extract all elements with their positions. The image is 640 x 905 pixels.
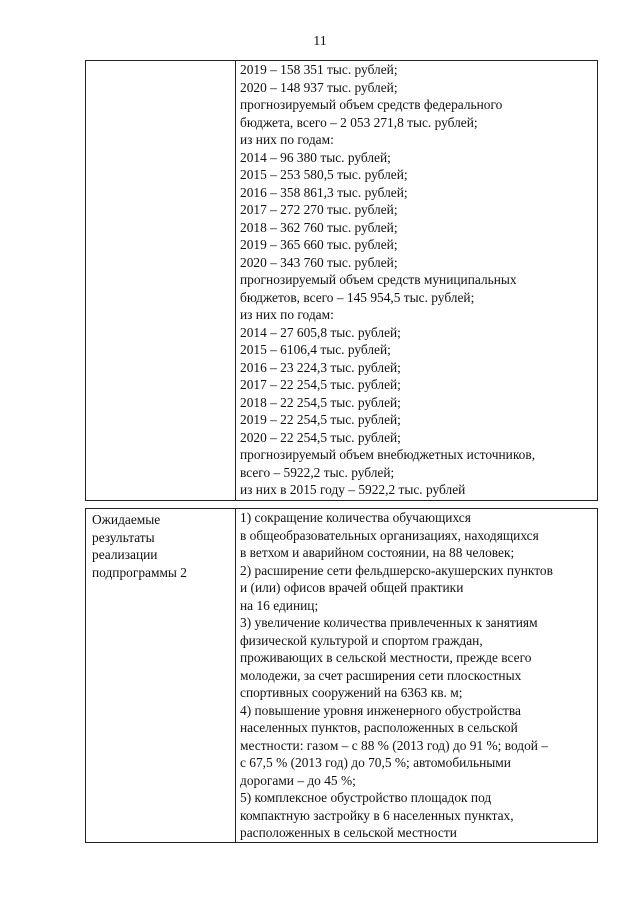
funding-line: 2015 – 253 580,5 тыс. рублей; xyxy=(240,167,408,182)
funding-line: бюджета, всего – 2 053 271,8 тыс. рублей; xyxy=(240,114,478,130)
funding-line: 2019 – 158 351 тыс. рублей; xyxy=(240,62,398,77)
result-line: 5) комплексное обустройство площадок под xyxy=(240,790,492,805)
label-line: реализации xyxy=(92,547,158,562)
funding-line: 2018 – 22 254,5 тыс. рублей; xyxy=(240,394,401,410)
funding-line: 2020 – 22 254,5 тыс. рублей; xyxy=(240,429,401,445)
funding-line: бюджетов, всего – 145 954,5 тыс. рублей; xyxy=(240,289,475,305)
result-line: с 67,5 % (2013 год) до 70,5 %; автомобильными xyxy=(240,755,511,770)
funding-line: из них по годам: xyxy=(240,307,334,322)
result-line: на 16 единиц; xyxy=(240,597,319,613)
result-line: в ветхом и аварийном состоянии, на 88 человек; xyxy=(240,545,515,560)
result-line: проживающих в сельской местности, прежде всего xyxy=(240,650,532,665)
result-line: молодежи, за счет расширения сети плоскостных xyxy=(240,667,522,683)
funding-content xyxy=(236,61,598,501)
funding-line: прогнозируемый объем внебюджетных источников, xyxy=(240,447,536,462)
result-line: 3) увеличение количества привлеченных к занятиям xyxy=(240,615,538,630)
result-line: физической культурой и спортом граждан, xyxy=(240,632,483,648)
result-line: дорогами – до 45 %; xyxy=(240,772,356,788)
result-line: 4) повышение уровня инженерного обустройства xyxy=(240,702,521,718)
result-line: 1) сокращение количества обучающихся xyxy=(240,510,471,525)
funding-line: 2019 – 22 254,5 тыс. рублей; xyxy=(240,412,401,427)
funding-line: 2017 – 22 254,5 тыс. рублей; xyxy=(240,377,401,392)
expected-results-label xyxy=(86,509,236,843)
funding-line: 2019 – 365 660 тыс. рублей; xyxy=(240,237,398,252)
table-row xyxy=(86,61,598,501)
funding-line: из них по годам: xyxy=(240,132,334,147)
label-line: результаты xyxy=(92,529,155,545)
funding-line: 2014 – 27 605,8 тыс. рублей; xyxy=(240,324,401,340)
funding-line: 2016 – 23 224,3 тыс. рублей; xyxy=(240,359,401,375)
funding-line: 2020 – 148 937 тыс. рублей; xyxy=(240,79,398,95)
label-line: Ожидаемые xyxy=(92,512,161,527)
funding-line: прогнозируемый объем средств муниципальных xyxy=(240,272,517,287)
funding-line: 2020 – 343 760 тыс. рублей; xyxy=(240,254,398,270)
table-row xyxy=(86,509,598,843)
result-line: местности: газом – с 88 % (2013 год) до 91 %; водой – xyxy=(240,737,549,753)
expected-results-content xyxy=(236,509,598,843)
funding-table xyxy=(85,60,598,501)
funding-line: 2015 – 6106,4 тыс. рублей; xyxy=(240,342,391,357)
result-line: 2) расширение сети фельдшерско-акушерских пунктов xyxy=(240,562,553,578)
result-line: и (или) офисов врачей общей практики xyxy=(240,580,464,595)
funding-line: из них в 2015 году – 5922,2 тыс. рублей xyxy=(240,482,466,497)
funding-line: всего – 5922,2 тыс. рублей; xyxy=(240,464,395,480)
result-line: компактную застройку в 6 населенных пунктах, xyxy=(240,807,514,823)
result-line: населенных пунктов, расположенных в сельской xyxy=(240,720,518,735)
row-label-empty xyxy=(86,61,236,501)
funding-line: 2014 – 96 380 тыс. рублей; xyxy=(240,149,391,165)
label-line: подпрограммы 2 xyxy=(92,564,187,580)
funding-line: 2016 – 358 861,3 тыс. рублей; xyxy=(240,184,408,200)
funding-line: 2017 – 272 270 тыс. рублей; xyxy=(240,202,398,217)
result-line: спортивных сооружений на 6363 кв. м; xyxy=(240,685,463,700)
results-table xyxy=(85,508,598,843)
result-line: в общеобразовательных организациях, находящихся xyxy=(240,527,539,543)
page-number: 11 xyxy=(313,34,327,49)
result-line: расположенных в сельской местности xyxy=(240,825,457,840)
funding-line: 2018 – 362 760 тыс. рублей; xyxy=(240,219,398,235)
funding-line: прогнозируемый объем средств федерального xyxy=(240,97,503,112)
